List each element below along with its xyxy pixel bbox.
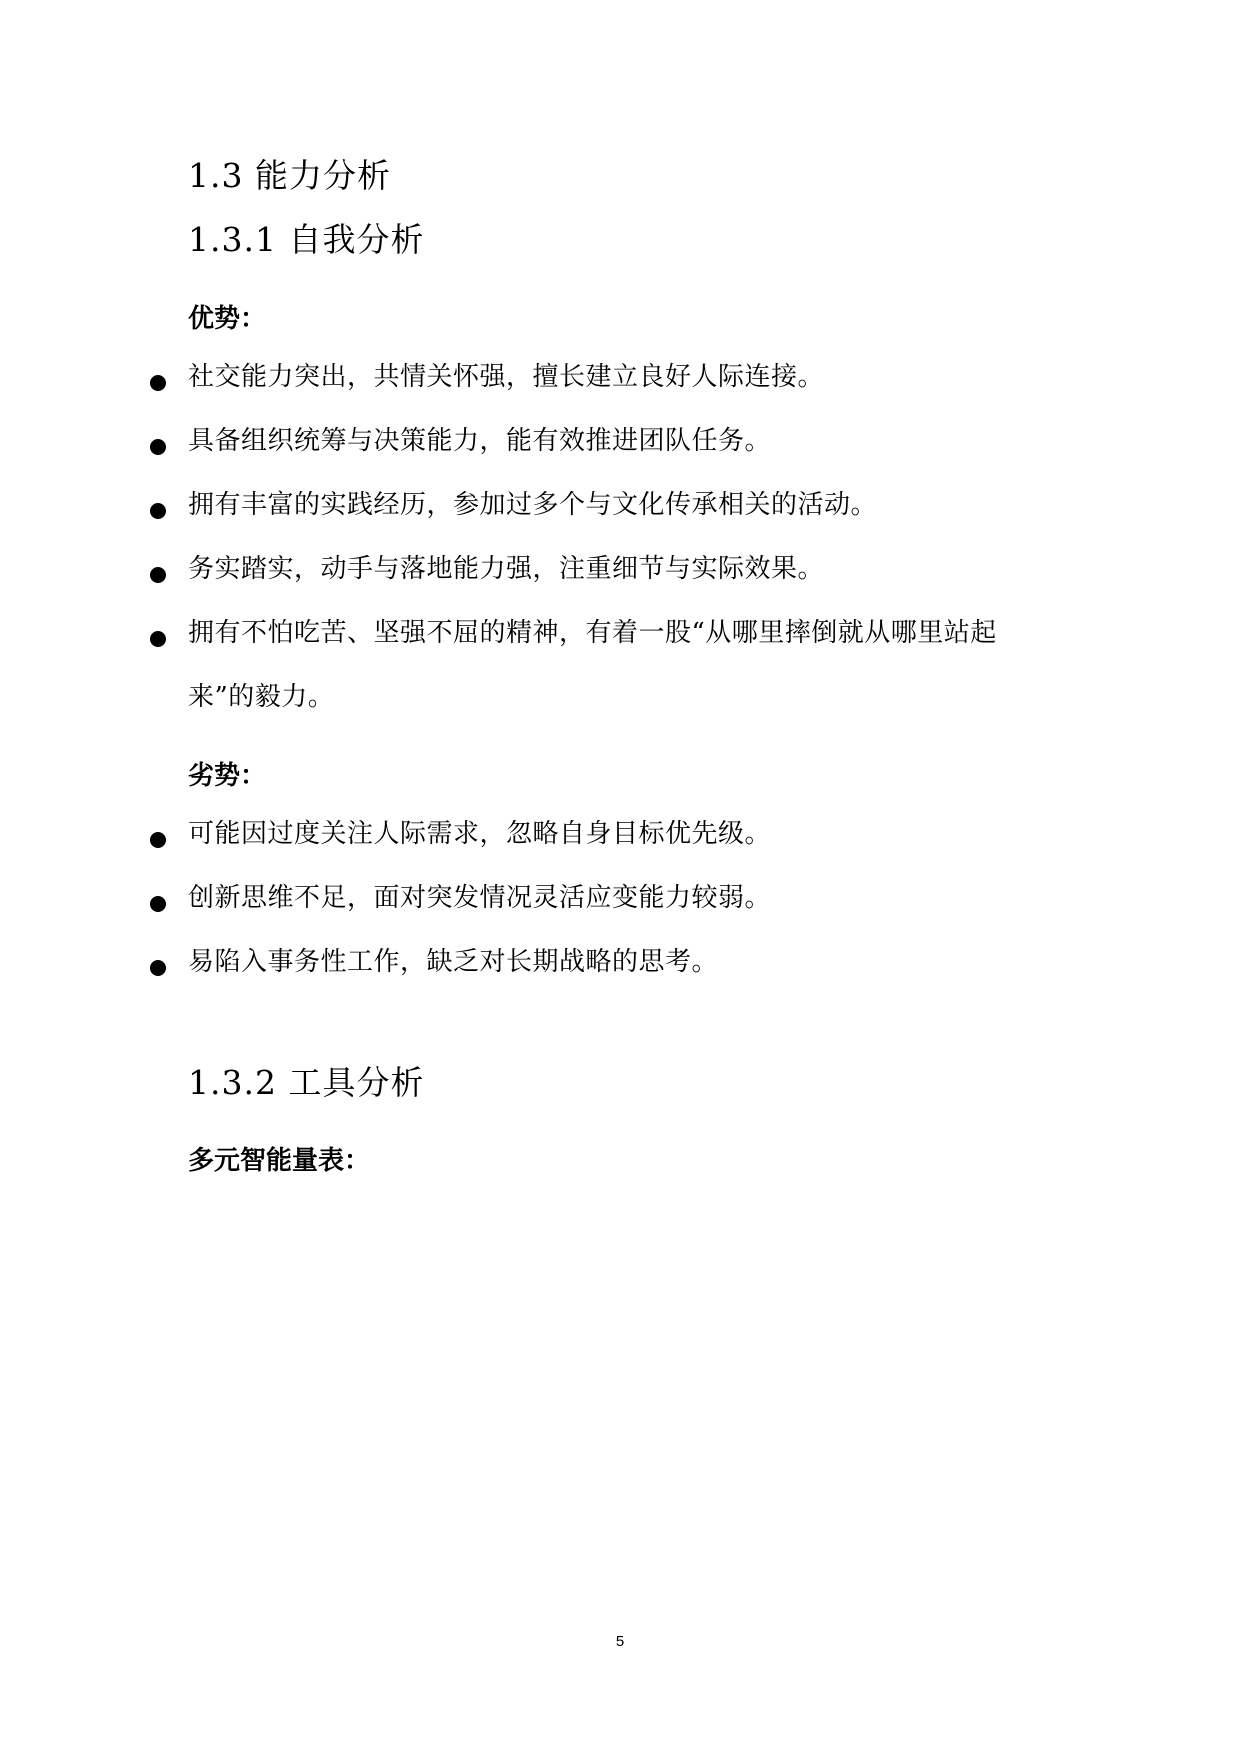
bullet-icon [150, 567, 166, 583]
bullet-icon [150, 503, 166, 519]
strength-text: 拥有不怕吃苦、坚强不屈的精神，有着一股“从哪里摔倒就从哪里站起来”的毅力。 [188, 618, 997, 712]
section-heading: 1.3 能力分析 [188, 156, 391, 195]
strength-text: 社交能力突出，共情关怀强，擅长建立良好人际连接。 [188, 362, 825, 392]
page-number: 5 [615, 1633, 625, 1650]
strength-text: 具备组织统筹与决策能力，能有效推进团队任务。 [188, 426, 772, 456]
scale-label: 多元智能量表： [188, 1146, 371, 1176]
weaknesses-label: 劣势： [188, 761, 267, 791]
bullet-icon [150, 896, 166, 912]
weakness-text: 创新思维不足，面对突发情况灵活应变能力较弱。 [188, 883, 772, 913]
bullet-icon [150, 960, 166, 976]
strengths-label: 优势： [188, 304, 267, 334]
strength-text: 务实踏实，动手与落地能力强，注重细节与实际效果。 [188, 554, 825, 584]
tool-analysis-heading: 1.3.2 工具分析 [188, 1063, 425, 1102]
self-analysis-heading: 1.3.1 自我分析 [188, 220, 425, 259]
weakness-text: 可能因过度关注人际需求，忽略自身目标优先级。 [188, 819, 772, 849]
bullet-icon [150, 631, 166, 647]
bullet-icon [150, 832, 166, 848]
bullet-icon [150, 375, 166, 391]
strength-text: 拥有丰富的实践经历，参加过多个与文化传承相关的活动。 [188, 490, 878, 520]
bullet-icon [150, 439, 166, 455]
weakness-text: 易陷入事务性工作，缺乏对长期战略的思考。 [188, 947, 719, 977]
